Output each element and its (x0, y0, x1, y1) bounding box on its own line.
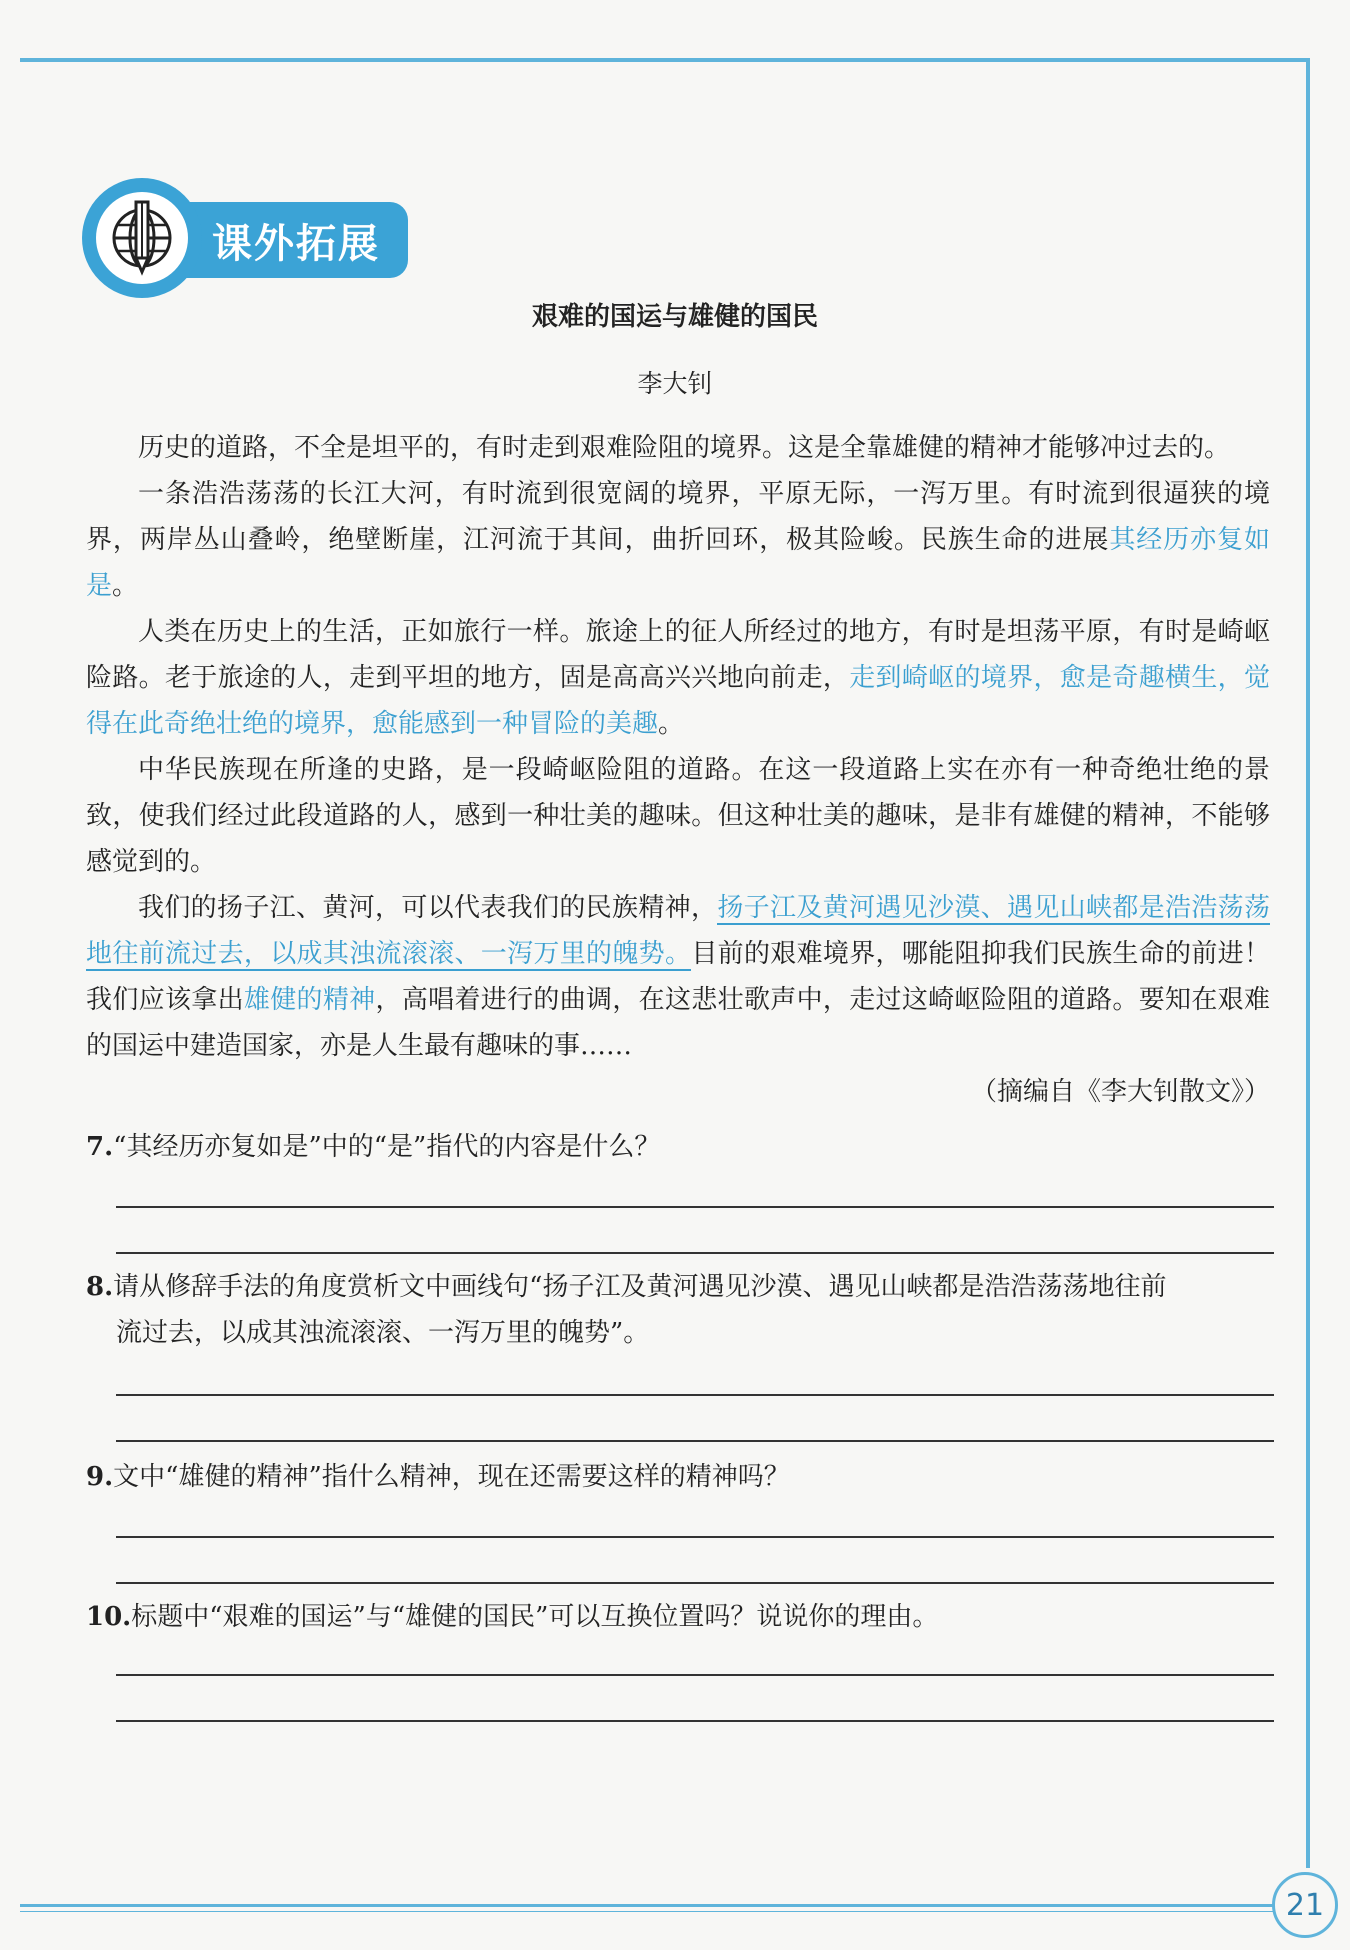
paragraph (86, 471, 1270, 609)
question-text: 请从修辞手法的角度赏析文中画线句“扬子江及黄河遇见沙漠、遇见山峡都是浩浩荡荡地往前 (113, 1272, 1167, 1302)
paragraph-text: 目前的艰难境界，哪能阻抑我们民族生命的前进！我们应该拿出 (86, 939, 1270, 1015)
section-header (82, 178, 412, 302)
paragraph: 中华民族现在所逢的史路，是一段崎岖险阻的道路。在这一段道路上实在亦有一种奇绝壮绝的景致，使我们经过此段道路的人，感到一种壮美的趣味。但这种壮美的趣味，是非有雄健的精神，不能够感觉到的。 (86, 755, 1270, 877)
page-number: 21 (1272, 1872, 1338, 1938)
question-text-continued: 流过去，以成其浊流滚滚、一泻万里的魄势”。 (116, 1318, 650, 1348)
paragraph-text: 一条浩浩荡荡的长江大河，有时流到很宽阔的境界，平原无际，一泻万里。有时流到很逼狭的境界，两岸丛山叠岭，绝壁断崖，江河流于其间，曲折回环，极其险峻。民族生命的进展 (86, 479, 1270, 555)
paragraph-text: 。 (112, 571, 139, 601)
globe-pencil-icon (102, 198, 182, 278)
highlighted-phrase: 走到崎岖的境界，愈是奇趣横生，觉得在此奇绝壮绝的境界，愈能感到一种冒险的美趣 (86, 663, 1270, 739)
article-body (86, 425, 1270, 1115)
underlined-sentence: 扬子江及黄河遇见沙漠、遇见山峡都是浩浩荡荡地往前流过去，以成其浊流滚滚、一泻万里的魄势。 (86, 893, 1270, 969)
article-source: （摘编自《李大钊散文》） (970, 1077, 1270, 1107)
question-number: 7. (86, 1132, 114, 1162)
answer-line[interactable] (116, 1720, 1274, 1722)
question-number: 8. (86, 1272, 114, 1302)
paragraph: 历史的道路，不全是坦平的，有时走到艰难险阻的境界。这是全靠雄健的精神才能够冲过去的。 (138, 433, 1231, 463)
question-7 (86, 1124, 1276, 1170)
section-title: 课外拓展 (212, 220, 380, 267)
question-9 (86, 1454, 1276, 1500)
highlighted-phrase: 其经历亦复如是 (86, 525, 1270, 601)
paragraph-text: ，高唱着进行的曲调，在这悲壮歌声中，走过这崎岖险阻的道路。要知在艰难的国运中建造国家，亦是人生最有趣味的事…… (86, 985, 1270, 1061)
article-author: 李大钊 (637, 369, 713, 398)
paragraph-text: 我们的扬子江、黄河，可以代表我们的民族精神， (138, 893, 718, 923)
paragraph-text: 人类在历史上的生活，正如旅行一样。旅途上的征人所经过的地方，有时是坦荡平原，有时是崎岖险路。老于旅途的人，走到平坦的地方，固是高高兴兴地向前走， (86, 617, 1270, 693)
paragraph (86, 885, 1270, 1069)
question-text: “其经历亦复如是”中的“是”指代的内容是什么？ (113, 1132, 661, 1162)
highlighted-phrase: 雄健的精神 (243, 985, 376, 1015)
answer-line[interactable] (116, 1536, 1274, 1538)
question-number: 10. (86, 1602, 132, 1632)
article-title: 艰难的国运与雄健的国民 (531, 302, 818, 332)
answer-line[interactable] (116, 1674, 1274, 1676)
page-frame-top (20, 58, 1310, 62)
page-frame-bottom-thin (20, 1911, 1274, 1912)
question-8 (86, 1264, 1276, 1356)
answer-line[interactable] (116, 1440, 1274, 1442)
paragraph-text: 。 (658, 709, 685, 739)
question-number: 9. (86, 1462, 114, 1492)
answer-line[interactable] (116, 1394, 1274, 1396)
question-10 (86, 1594, 1276, 1640)
answer-line[interactable] (116, 1252, 1274, 1254)
answer-line[interactable] (116, 1582, 1274, 1584)
page-frame-bottom (20, 1904, 1274, 1907)
paragraph (86, 609, 1270, 747)
question-text: 文中“雄健的精神”指什么精神，现在还需要这样的精神吗？ (113, 1462, 790, 1492)
answer-line[interactable] (116, 1206, 1274, 1208)
section-badge (82, 178, 202, 298)
question-text: 标题中“艰难的国运”与“雄健的国民”可以互换位置吗？说说你的理由。 (131, 1602, 939, 1632)
